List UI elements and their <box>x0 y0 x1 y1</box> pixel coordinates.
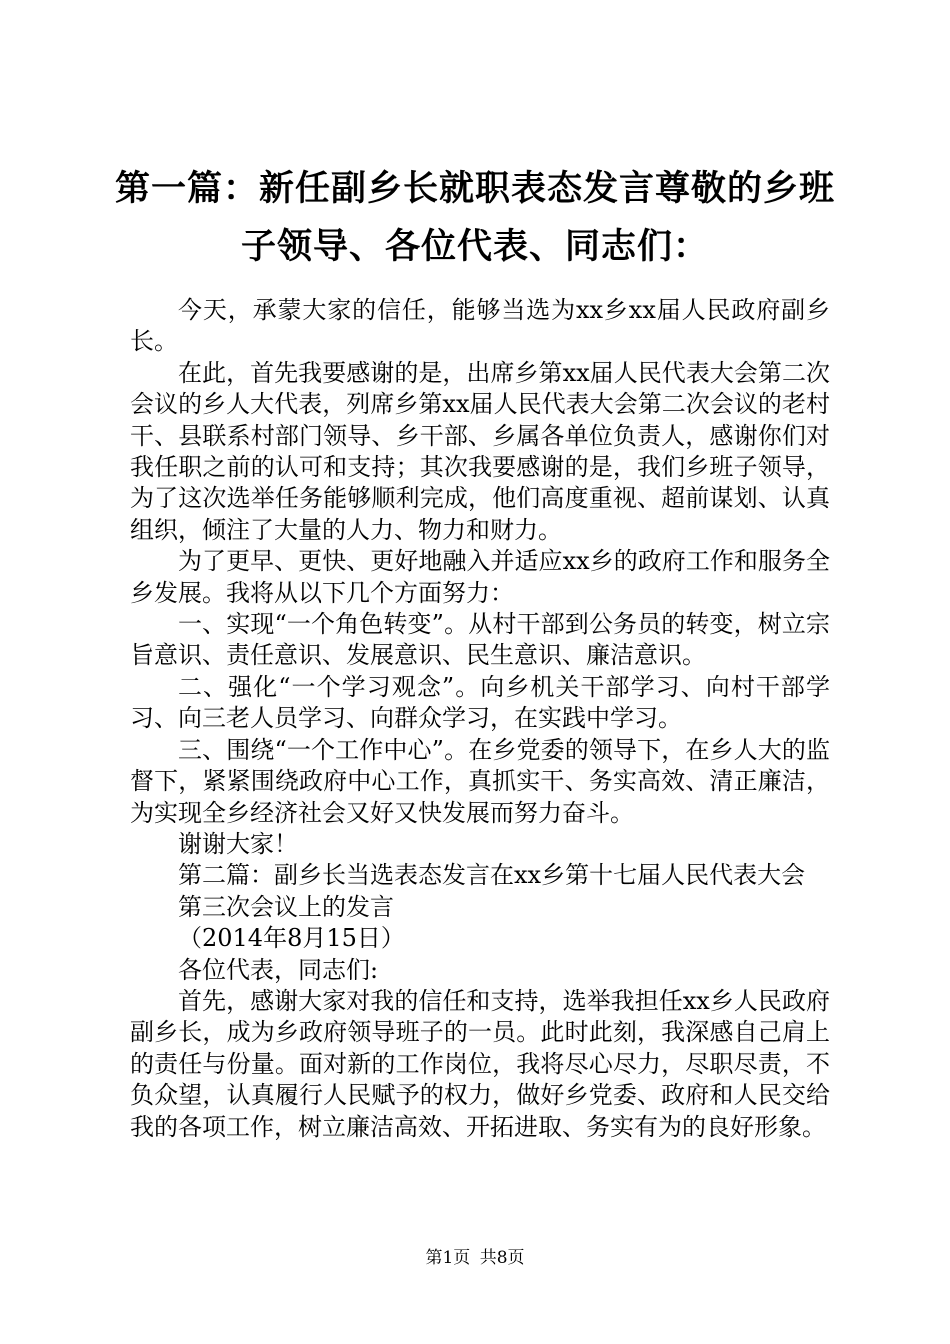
paragraph: 今天，承蒙大家的信任，能够当选为xx乡xx届人民政府副乡长。 <box>130 296 830 356</box>
document-body <box>130 295 830 1143</box>
page-number: 第1页 <box>425 1248 471 1268</box>
document-title <box>100 160 850 276</box>
paragraph: 为了更早、更快、更好地融入并适应xx乡的政府工作和服务全乡发展。我将从以下几个方面努力： <box>130 547 830 607</box>
paragraph: （2014年8月15日） <box>178 924 405 953</box>
paragraph: 一、实现“一个角色转变”。从村干部到公务员的转变，树立宗旨意识、责任意识、发展意识、民生意识、廉洁意识。 <box>130 610 830 670</box>
paragraph: 各位代表，同志们: <box>178 955 379 984</box>
paragraph: 三、围绕“一个工作中心”。在乡党委的领导下，在乡人大的监督下，紧紧围绕政府中心工作，真抓实干、务实高效、清正廉洁，为实现全乡经济社会又好又快发展而努力奋斗。 <box>130 735 830 827</box>
title-line-1: 第一篇：新任副乡长就职表态发言尊敬的乡班 <box>114 168 835 209</box>
title-line-2: 子领导、各位代表、同志们： <box>240 226 709 267</box>
paragraph: 首先，感谢大家对我的信任和支持，选举我担任xx乡人民政府副乡长，成为乡政府领导班子的一员。此时此刻，我深感自己肩上的责任与份量。面对新的工作岗位，我将尽心尽力，尽职尽责，不负众望，认真履行人民赋予的权力，做好乡党委、政府和人民交给我的各项工作，树立廉洁高效、开拓进取、务实有为的良好形象。 <box>130 986 830 1141</box>
page-footer <box>0 1243 950 1268</box>
page-total: 共8页 <box>479 1248 525 1268</box>
paragraph: 第二篇：副乡长当选表态发言在xx乡第十七届人民代表大会 <box>178 861 806 890</box>
paragraph: 第三次会议上的发言 <box>178 892 394 921</box>
paragraph: 谢谢大家！ <box>178 829 298 858</box>
paragraph: 在此，首先我要感谢的是，出席乡第xx届人民代表大会第二次会议的乡人大代表，列席乡第xx届人民代表大会第二次会议的老村干、县联系村部门领导、乡干部、乡属各单位负责人，感谢你们对我任职之前的认可和支持；其次我要感谢的是，我们乡班子领导，为了这次选举任务能够顺利完成，他们高度重视、超前谋划、认真组织，倾注了大量的人力、物力和财力。 <box>130 358 830 544</box>
paragraph: 二、强化“一个学习观念”。向乡机关干部学习、向村干部学习、向三老人员学习、向群众学习，在实践中学习。 <box>130 672 830 733</box>
